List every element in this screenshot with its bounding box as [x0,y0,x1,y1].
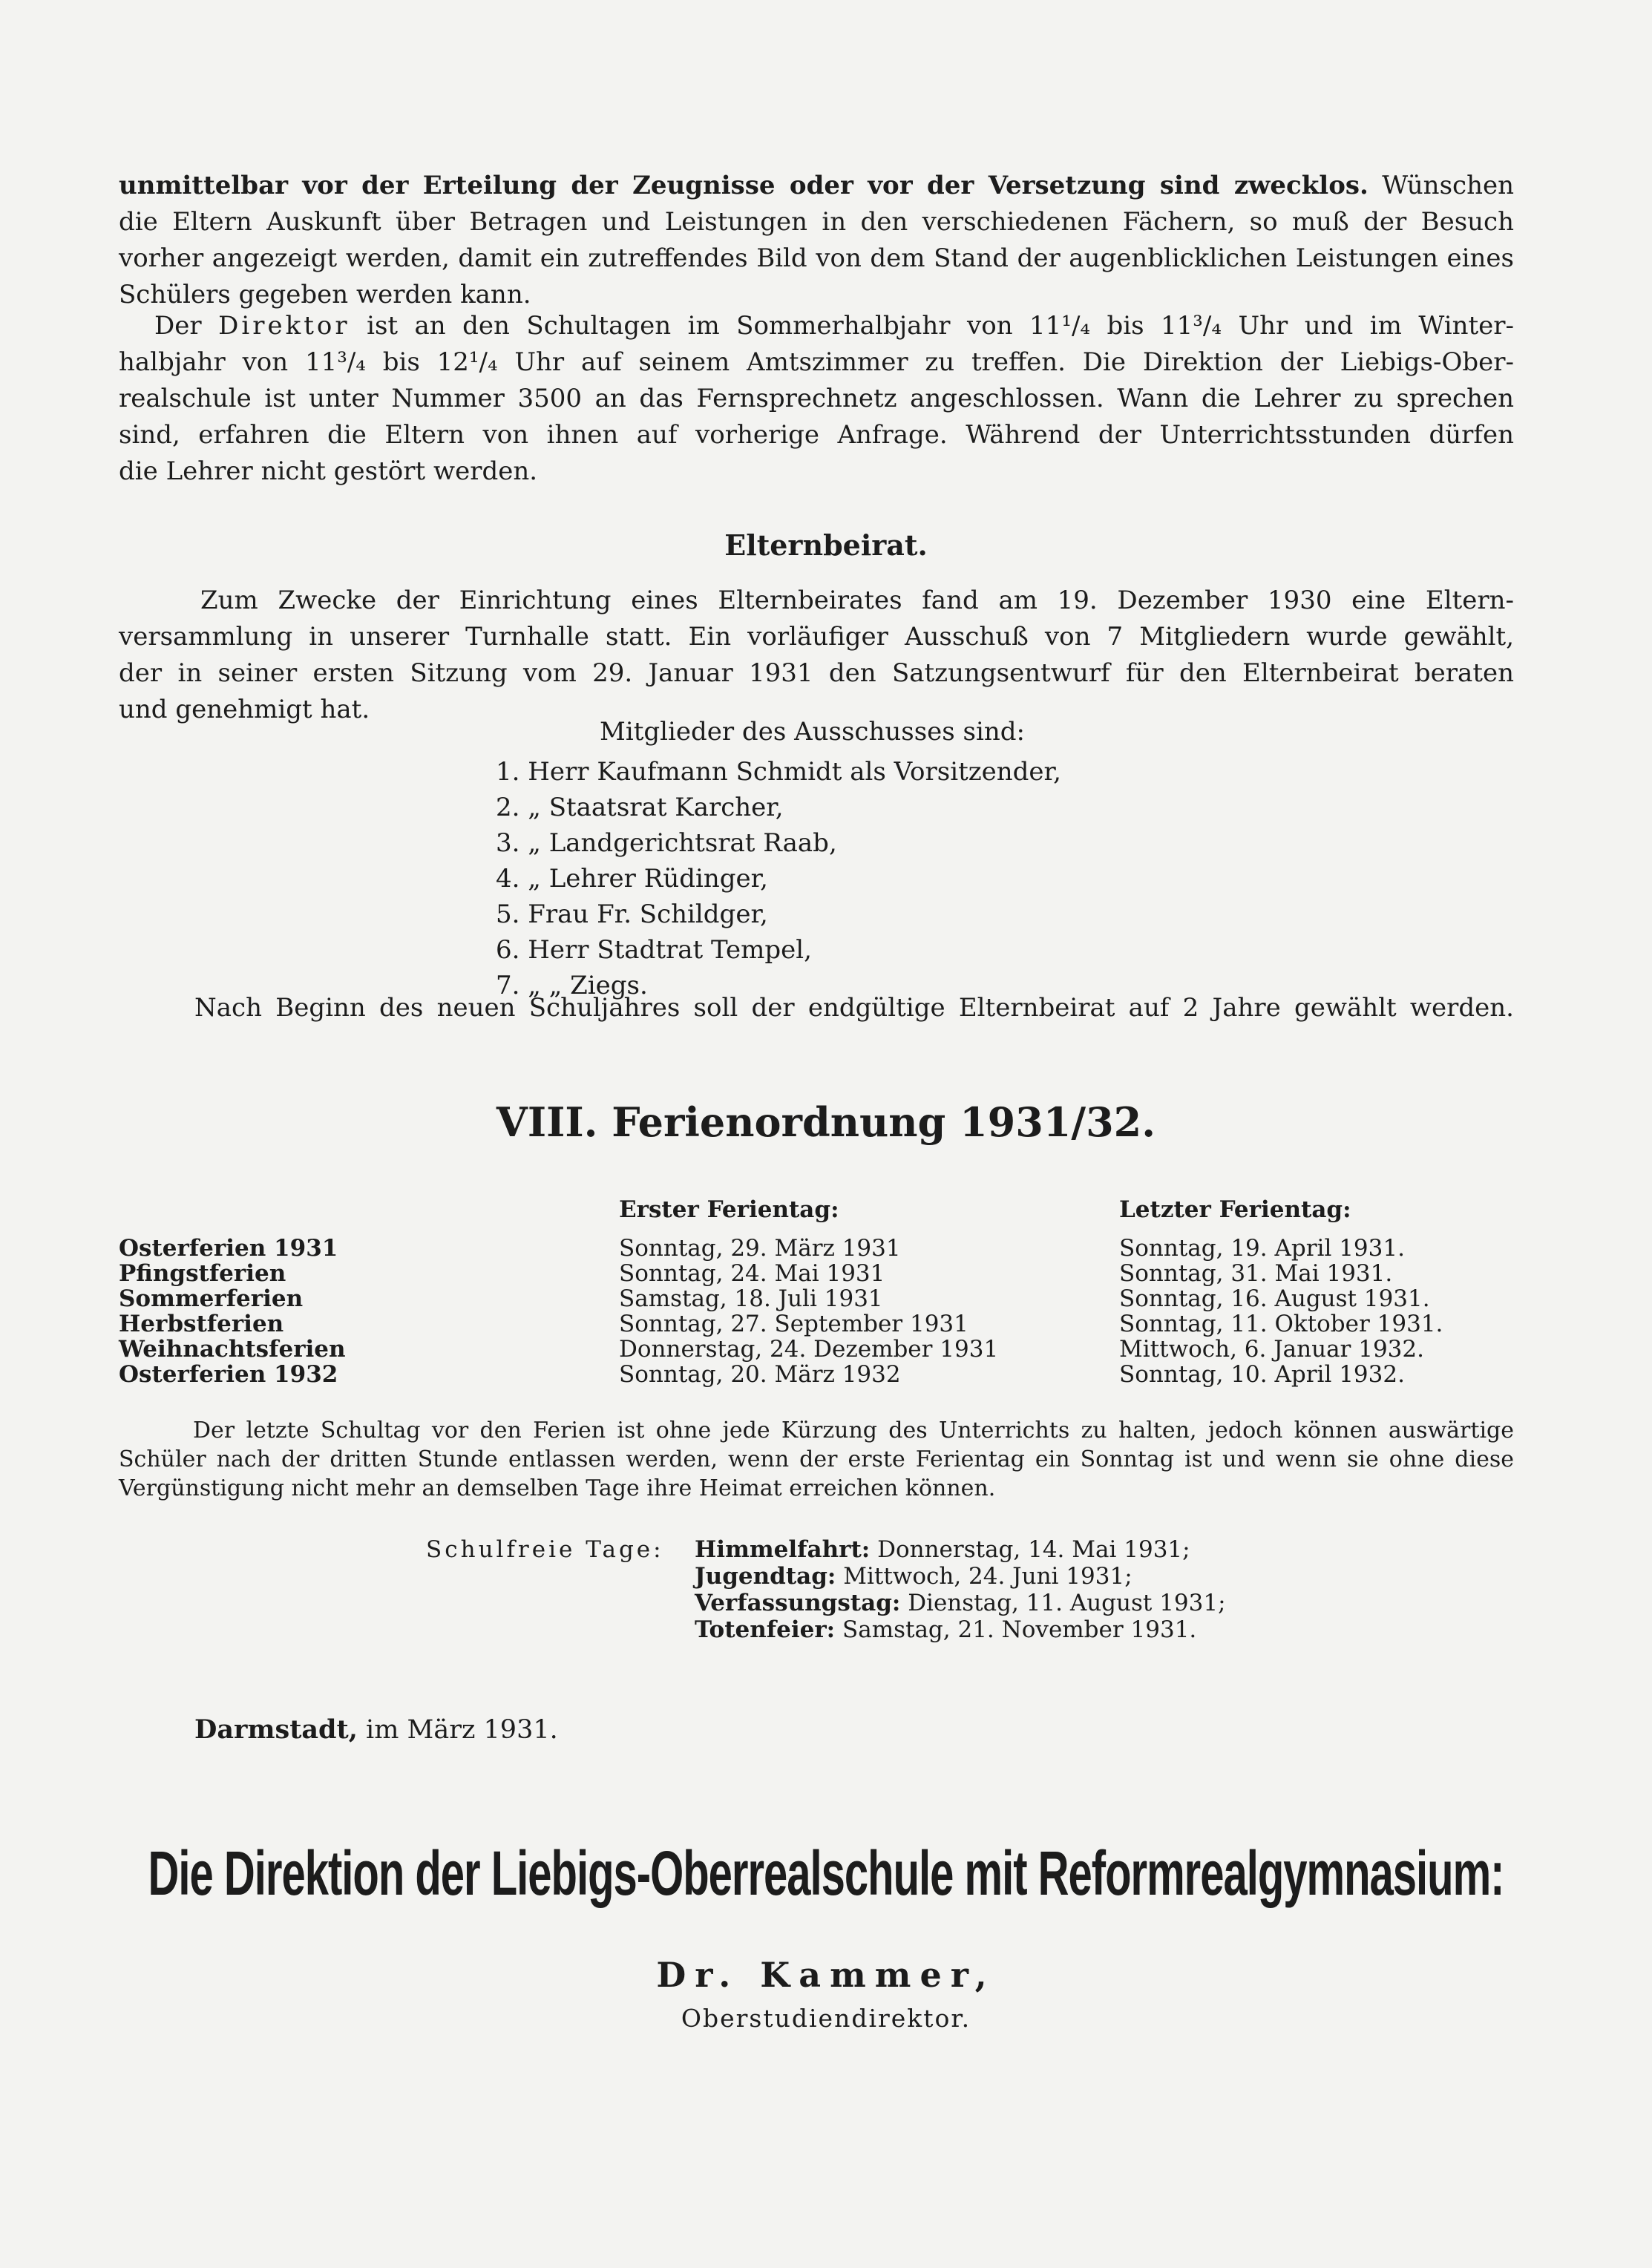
intro-line-4: Schülers gegeben werden kann. [119,280,531,309]
ferien-note-line-3: Vergünstigung nicht mehr an demselben Tage ihre Heimat erreichen können. [119,1475,996,1501]
member-item: 4. „ Lehrer Rüdinger, [496,864,768,894]
director-line-2: halbjahr von 11³/₄ bis 12¹/₄ Uhr auf seinem Amtszimmer zu treffen. Die Direktion der Liebigs-Ober- [119,347,1514,377]
intro-line-2: die Eltern Auskunft über Betragen und Leistungen in den verschiedenen Fächern, so muß der Besuch [119,207,1514,237]
holiday-first-day: Sonntag, 29. März 1931 [619,1235,901,1262]
col-first-header: Erster Ferientag: [619,1196,839,1223]
holiday-table [0,1235,1652,1398]
holiday-first-day: Sonntag, 27. September 1931 [619,1311,968,1337]
schulfrei-list [695,1536,1226,1643]
holiday-name: Osterferien 1931 [119,1235,338,1262]
schulfrei-item: Verfassungstag: Dienstag, 11. August 1931; [695,1590,1226,1616]
holiday-name: Herbstferien [119,1311,284,1337]
elternbeirat-line-2: versammlung in unserer Turnhalle statt. Ein vorläufiger Ausschuß von 7 Mitgliedern wurde gewählt, [119,622,1514,652]
date: im März 1931. [366,1715,558,1745]
intro-bold-lead: unmittelbar vor der Erteilung der Zeugnisse oder vor der Versetzung sind zwecklos. [119,171,1369,200]
holiday-name: Pfingstferien [119,1260,286,1287]
place-date [194,1714,558,1745]
member-item: 7. „ „ Ziegs. [496,971,648,1000]
member-item: 2. „ Staatsrat Karcher, [496,793,784,822]
director-line-1: Der Direktor ist an den Schultagen im Sommerhalbjahr von 11¹/₄ bis 11³/₄ Uhr und im Winter- [154,311,1514,341]
holiday-first-day: Samstag, 18. Juli 1931 [619,1285,883,1312]
intro-line-1: unmittelbar vor der Erteilung der Zeugnisse oder vor der Versetzung sind zwecklos. Wünschen [119,171,1514,200]
ferien-heading: VIII. Ferienordnung 1931/32. [496,1098,1156,1146]
ferien-note-line-1: Der letzte Schultag vor den Ferien ist ohne jede Kürzung des Unterrichts zu halten, jedoch können auswärtige [193,1418,1514,1443]
holiday-last-day: Mittwoch, 6. Januar 1932. [1119,1336,1424,1363]
member-item: 1. Herr Kaufmann Schmidt als Vorsitzender, [496,757,1061,787]
director-line-4: sind, erfahren die Eltern von ihnen auf vorherige Anfrage. Während der Unterrichtsstunden dürfen [119,420,1514,450]
members-intro: Mitglieder des Ausschusses sind: [600,717,1025,747]
director-line-3: realschule ist unter Nummer 3500 an das Fernsprechnetz angeschlossen. Wann die Lehrer zu sprechen [119,384,1514,413]
schulfrei-item: Jugendtag: Mittwoch, 24. Juni 1931; [695,1563,1133,1590]
place: Darmstadt, [194,1714,358,1745]
ferien-note-line-2: Schüler nach der dritten Stunde entlassen werden, wenn der erste Ferientag ein Sonntag ist und wenn sie ohne diese [119,1446,1514,1472]
member-item: 5. Frau Fr. Schildger, [496,899,768,929]
holiday-last-day: Sonntag, 10. April 1932. [1119,1361,1405,1388]
holiday-name: Weihnachtsferien [119,1336,346,1363]
holiday-last-day: Sonntag, 11. Oktober 1931. [1119,1311,1443,1337]
elternbeirat-paragraph [119,583,1514,728]
director-line-5: die Lehrer nicht gestört werden. [119,456,538,486]
schulfrei-label: Schulfreie Tage: [426,1536,664,1563]
elternbeirat-line-4: und genehmigt hat. [119,695,370,724]
director-paragraph [119,308,1514,490]
member-item: 6. Herr Stadtrat Tempel, [496,935,812,965]
holiday-first-day: Sonntag, 20. März 1932 [619,1361,901,1388]
schulfrei-item: Totenfeier: Samstag, 21. November 1931. [695,1616,1197,1643]
holiday-first-day: Donnerstag, 24. Dezember 1931 [619,1336,999,1363]
signer-title: Oberstudiendirektor. [681,2004,971,2033]
direction-line: Die Direktion der Liebigs-Oberrealschule mit Reformrealgymnasium: [148,1838,1504,1909]
schulfrei-item: Himmelfahrt: Donnerstag, 14. Mai 1931; [695,1536,1190,1563]
holiday-last-day: Sonntag, 19. April 1931. [1119,1235,1405,1262]
ferien-note [119,1416,1514,1503]
holiday-last-day: Sonntag, 16. August 1931. [1119,1285,1430,1312]
holiday-last-day: Sonntag, 31. Mai 1931. [1119,1260,1393,1287]
col-last-header: Letzter Ferientag: [1119,1196,1351,1223]
intro-line-3: vorher angezeigt werden, damit ein zutreffendes Bild von dem Stand der augenblicklichen Leistungen eines [119,243,1514,273]
elternbeirat-closing: Nach Beginn des neuen Schuljahres soll der endgültige Elternbeirat auf 2 Jahre gewählt werden. [194,993,1514,1023]
signer-name: Dr. Kammer, [656,1955,996,1995]
intro-paragraph [119,168,1514,313]
member-item: 3. „ Landgerichtsrat Raab, [496,828,837,858]
holiday-name: Sommerferien [119,1285,304,1312]
elternbeirat-heading: Elternbeirat. [724,528,928,562]
holiday-name: Osterferien 1932 [119,1361,338,1388]
elternbeirat-line-1: Zum Zwecke der Einrichtung eines Elternbeirates fand am 19. Dezember 1930 eine Eltern- [200,586,1514,615]
elternbeirat-line-3: der in seiner ersten Sitzung vom 29. Januar 1931 den Satzungsentwurf für den Elternbeirat beraten [119,658,1514,688]
holiday-first-day: Sonntag, 24. Mai 1931 [619,1260,885,1287]
